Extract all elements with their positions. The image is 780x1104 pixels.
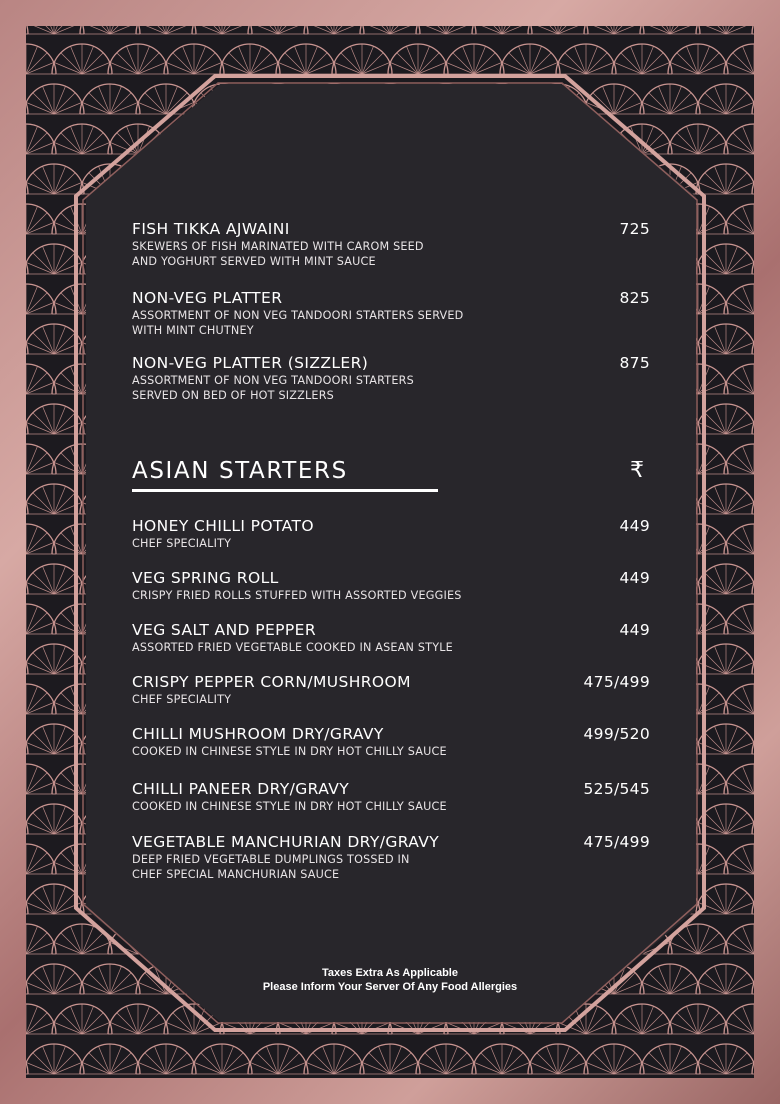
item-price: 449 xyxy=(619,569,650,587)
menu-item xyxy=(132,621,652,655)
item-price: 449 xyxy=(619,621,650,639)
rupee-icon: ₹ xyxy=(630,458,644,483)
item-price: 449 xyxy=(619,517,650,535)
menu-item xyxy=(132,673,652,707)
item-name: NON-VEG PLATTER xyxy=(132,289,283,307)
item-name: CHILLI PANEER DRY/GRAVY xyxy=(132,780,350,798)
menu-item xyxy=(132,220,652,269)
item-price: 475/499 xyxy=(583,673,650,691)
item-price: 525/545 xyxy=(583,780,650,798)
section-underline xyxy=(132,489,438,492)
item-name: CRISPY PEPPER CORN/MUSHROOM xyxy=(132,673,411,691)
item-price: 875 xyxy=(619,354,650,372)
item-price: 499/520 xyxy=(583,725,650,743)
menu-item xyxy=(132,289,652,338)
item-description: COOKED IN CHINESE STYLE IN DRY HOT CHILLY SAUCE xyxy=(132,745,447,758)
footer-allergy-note: Please Inform Your Server Of Any Food Allergies xyxy=(262,981,518,993)
menu-item xyxy=(132,517,652,551)
item-description: ASSORTMENT OF NON VEG TANDOORI STARTERS SERVED WITH MINT CHUTNEY xyxy=(132,309,464,337)
item-description: DEEP FRIED VEGETABLE DUMPLINGS TOSSED IN CHEF SPECIAL MANCHURIAN SAUCE xyxy=(132,853,410,881)
item-description: CRISPY FRIED ROLLS STUFFED WITH ASSORTED VEGGIES xyxy=(132,589,462,602)
item-description: SKEWERS OF FISH MARINATED WITH CAROM SEED AND YOGHURT SERVED WITH MINT SAUCE xyxy=(132,240,424,268)
menu-item xyxy=(132,833,652,882)
menu-item xyxy=(132,725,652,759)
item-description: CHEF SPECIALITY xyxy=(132,693,232,706)
footer-taxes-note: Taxes Extra As Applicable xyxy=(322,967,458,979)
menu-item xyxy=(132,569,652,603)
item-price: 475/499 xyxy=(583,833,650,851)
item-description: ASSORTMENT OF NON VEG TANDOORI STARTERS SERVED ON BED OF HOT SIZZLERS xyxy=(132,374,414,402)
item-name: NON-VEG PLATTER (SIZZLER) xyxy=(132,354,369,372)
menu-item xyxy=(132,354,652,403)
item-name: VEGETABLE MANCHURIAN DRY/GRAVY xyxy=(132,833,440,851)
item-name: VEG SALT AND PEPPER xyxy=(132,621,317,639)
item-name: FISH TIKKA AJWAINI xyxy=(132,220,290,238)
item-price: 825 xyxy=(619,289,650,307)
item-description: ASSORTED FRIED VEGETABLE COOKED IN ASEAN STYLE xyxy=(132,641,453,654)
item-price: 725 xyxy=(619,220,650,238)
item-name: VEG SPRING ROLL xyxy=(132,569,279,587)
section-title: ASIAN STARTERS xyxy=(132,458,348,484)
menu-item xyxy=(132,780,652,814)
item-description: CHEF SPECIALITY xyxy=(132,537,232,550)
item-name: HONEY CHILLI POTATO xyxy=(132,517,314,535)
item-name: CHILLI MUSHROOM DRY/GRAVY xyxy=(132,725,384,743)
item-description: COOKED IN CHINESE STYLE IN DRY HOT CHILLY SAUCE xyxy=(132,800,447,813)
